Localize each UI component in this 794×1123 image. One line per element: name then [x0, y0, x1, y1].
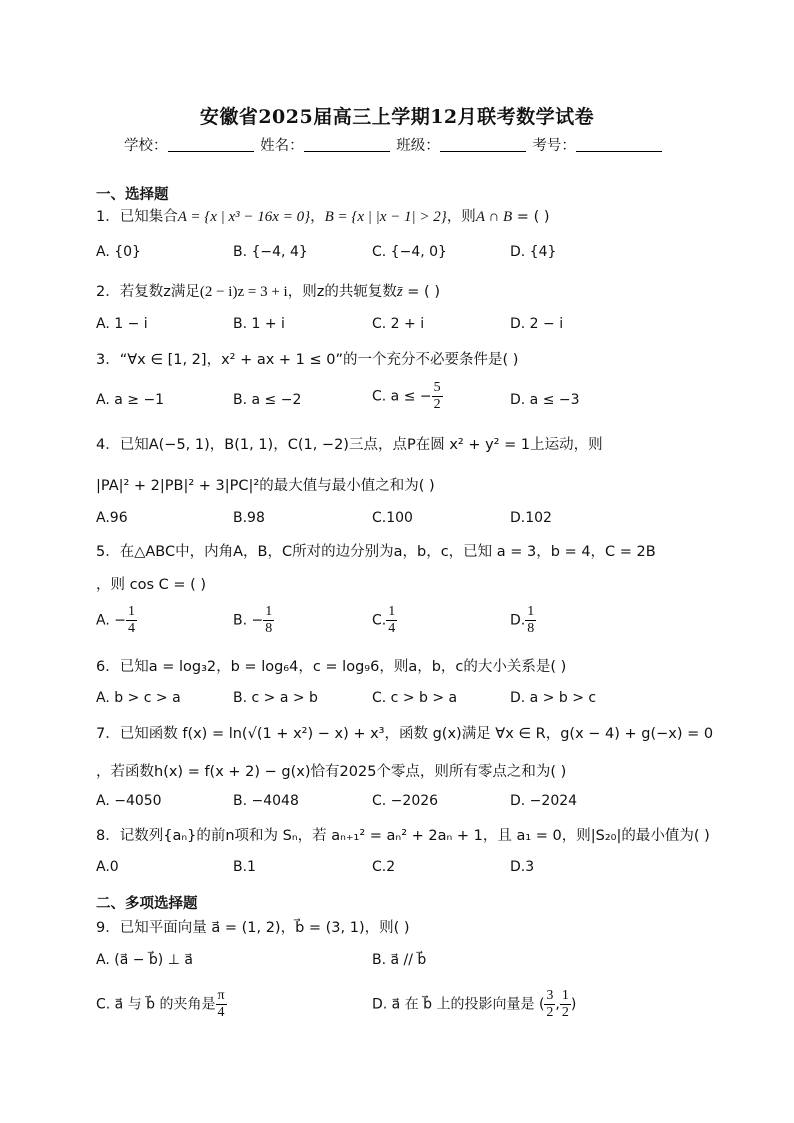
q1-option-b[interactable]: B. {−4, 4}: [233, 244, 308, 260]
q9-option-a[interactable]: A. (a⃗ − b⃗) ⊥ a⃗: [96, 952, 193, 968]
q7-option-c[interactable]: C. −2026: [372, 793, 439, 809]
q5-option-b[interactable]: B. − $\frac{1}{8}$: [233, 604, 273, 636]
q8-option-b[interactable]: B.1: [233, 859, 256, 875]
q9-c-fraction: $\frac{\pi}{4}$: [217, 988, 225, 1020]
question-9: 9．已知平面向量 a⃗ = (1, 2)，b⃗ = (3, 1)，则( ): [96, 920, 410, 936]
q4-option-a[interactable]: A.96: [96, 510, 128, 526]
name-blank[interactable]: [304, 137, 390, 152]
q5-a-fraction: $\frac{1}{4}$: [127, 604, 135, 636]
q1-option-c[interactable]: C. {−4, 0}: [372, 244, 447, 260]
question-6: 6．已知a = log₃2，b = log₆4，c = log₉6，则a，b，c的大小关系是( ): [96, 659, 567, 675]
student-info-row: [124, 134, 664, 155]
class-blank[interactable]: [440, 137, 526, 152]
q8-option-d[interactable]: D.3: [510, 859, 535, 875]
question-4-line-1: 4．已知A(−5, 1)，B(1, 1)，C(1, −2)三点，点P在圆 x² + y² = 1上运动，则: [96, 437, 603, 453]
q2-option-c[interactable]: C. 2 + i: [372, 316, 425, 332]
section-heading-2: 二、多项选择题: [96, 896, 198, 912]
q2-option-a[interactable]: A. 1 − i: [96, 316, 148, 332]
school-blank[interactable]: [168, 137, 254, 152]
q3-option-a[interactable]: A. a ≥ −1: [96, 392, 165, 408]
question-8: 8．记数列{aₙ}的前n项和为 Sₙ，若 aₙ₊₁² = aₙ² + 2aₙ + 1，且 a₁ = 0，则|S₂₀|的最小值为( ): [96, 828, 710, 844]
q5-d-fraction: $\frac{1}{8}$: [527, 604, 535, 636]
question-7-line-2: ，若函数h(x) = f(x + 2) − g(x)恰有2025个零点，则所有零点之和为( ): [96, 764, 567, 780]
q4-option-c[interactable]: C.100: [372, 510, 413, 526]
info-label-school: 学校：: [124, 138, 168, 154]
info-label-class: 班级：: [396, 138, 440, 154]
q7-option-d[interactable]: D. −2024: [510, 793, 578, 809]
q5-option-c[interactable]: C. $\frac{1}{4}$: [372, 604, 396, 636]
question-4-line-2: |PA|² + 2|PB|² + 3|PC|²的最大值与最小值之和为( ): [96, 478, 435, 494]
q1-option-d[interactable]: D. {4}: [510, 244, 557, 260]
section-heading-1: 一、选择题: [96, 187, 169, 203]
q1-option-a[interactable]: A. {0}: [96, 244, 141, 260]
q2-option-d[interactable]: D. 2 − i: [510, 316, 564, 332]
question-1: 1．已知集合A = {x | x³ − 16x = 0}，B = {x | |x − 1| > 2}，则A ∩ B = ( ): [96, 209, 550, 225]
question-5-line-2: ，则 cos C = ( ): [96, 577, 207, 593]
q9-option-b[interactable]: B. a⃗ // b⃗: [372, 952, 427, 968]
q6-option-c[interactable]: C. c > b > a: [372, 690, 458, 706]
q8-option-a[interactable]: A.0: [96, 859, 119, 875]
question-2: 2．若复数z满足(2 − i)z = 3 + i，则z的共轭复数z̄ = ( ): [96, 284, 440, 300]
page-title: 安徽省2025届高三上学期12月联考数学试卷: [199, 106, 595, 128]
q7-option-b[interactable]: B. −4048: [233, 793, 299, 809]
info-label-number: 考号：: [532, 138, 576, 154]
q9-d-fraction-1: $\frac{3}{2}$: [546, 988, 554, 1020]
q7-option-a[interactable]: A. −4050: [96, 793, 162, 809]
q4-option-d[interactable]: D.102: [510, 510, 552, 526]
q2-option-b[interactable]: B. 1 + i: [233, 316, 285, 332]
q8-option-c[interactable]: C.2: [372, 859, 396, 875]
q3-option-c[interactable]: C. a ≤ − $\frac{5}{2}$: [372, 380, 441, 412]
q5-c-fraction: $\frac{1}{4}$: [388, 604, 396, 636]
q9-option-d[interactable]: D. a⃗ 在 b⃗ 上的投影向量是 ( $\frac{3}{2}$ , $\frac{1}{2}$ ): [372, 988, 577, 1020]
q9-d-fraction-2: $\frac{1}{2}$: [561, 988, 569, 1020]
q5-b-fraction: $\frac{1}{8}$: [265, 604, 273, 636]
q3-option-b[interactable]: B. a ≤ −2: [233, 392, 302, 408]
q6-option-a[interactable]: A. b > c > a: [96, 690, 181, 706]
q4-option-b[interactable]: B.98: [233, 510, 265, 526]
q9-option-c[interactable]: C. a⃗ 与 b⃗ 的夹角是 $\frac{\pi}{4}$: [96, 988, 225, 1020]
question-5-line-1: 5．在△ABC中，内角A，B，C所对的边分别为a，b，c，已知 a = 3，b = 4，C = 2B: [96, 544, 656, 560]
q5-option-a[interactable]: A. − $\frac{1}{4}$: [96, 604, 135, 636]
q6-option-d[interactable]: D. a > b > c: [510, 690, 597, 706]
info-label-name: 姓名：: [260, 138, 304, 154]
q6-option-b[interactable]: B. c > a > b: [233, 690, 318, 706]
q3-option-d[interactable]: D. a ≤ −3: [510, 392, 580, 408]
question-3: 3．“∀x ∈ [1, 2]，x² + ax + 1 ≤ 0”的一个充分不必要条件是( ): [96, 352, 519, 368]
q3-c-fraction: $\frac{5}{2}$: [433, 380, 441, 412]
q5-option-d[interactable]: D. $\frac{1}{8}$: [510, 604, 535, 636]
number-blank[interactable]: [576, 137, 662, 152]
question-7-line-1: 7．已知函数 f(x) = ln(√(1 + x²) − x) + x³，函数 g(x)满足 ∀x ∈ R，g(x − 4) + g(−x) = 0: [96, 726, 714, 742]
